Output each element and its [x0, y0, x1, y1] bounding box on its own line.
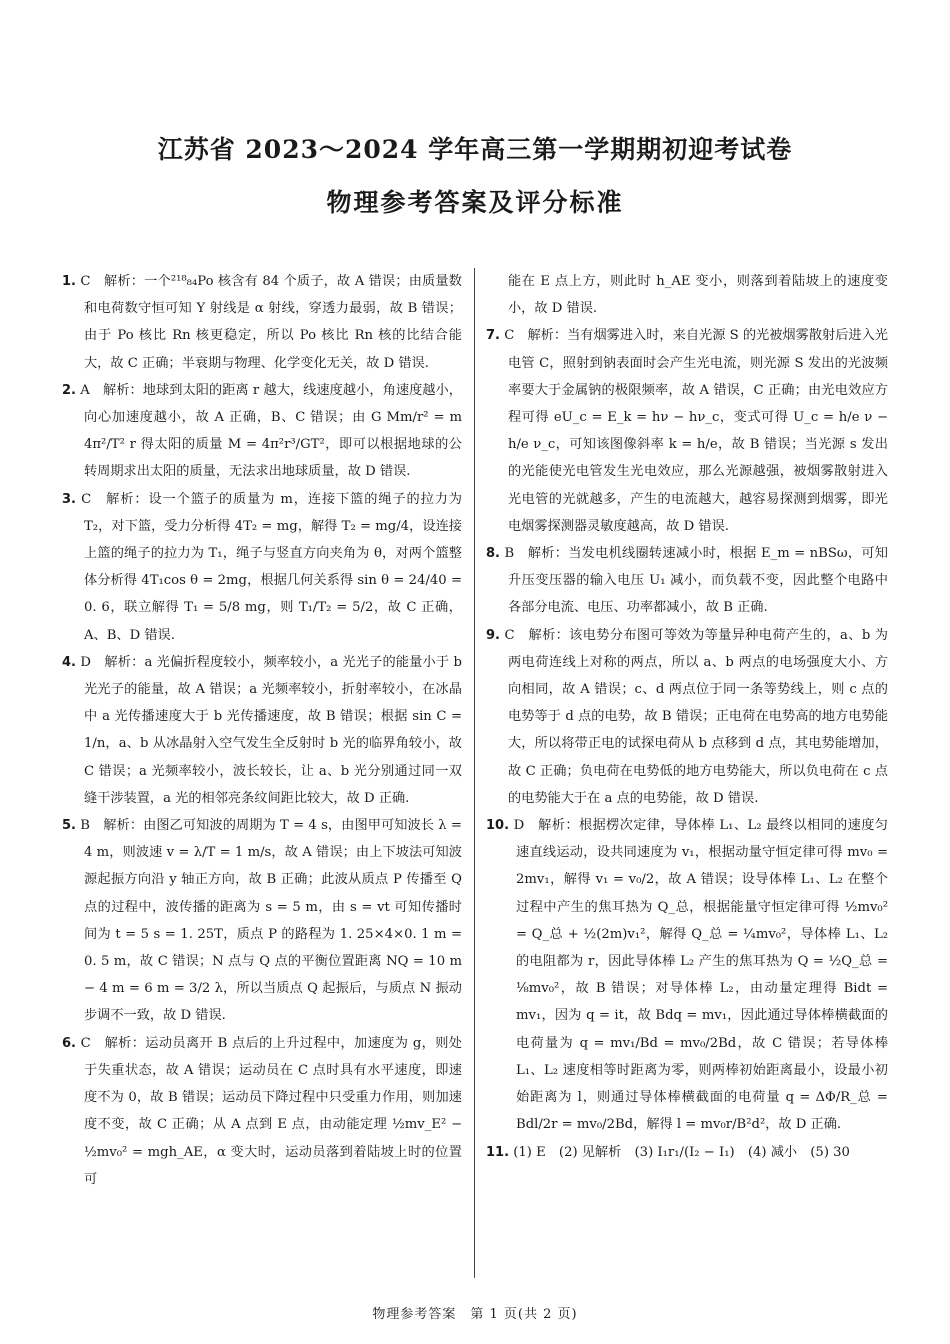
answer-number: 7.	[486, 328, 500, 344]
answer-text: C 解析：该电势分布图可等效为等量异种电荷产生的，a、b 为两电荷连线上对称的两点，所以 a、b 两点的电场强度大小、方向相同，故 A 错误；c、d 两点位于同一条等势线上，则 c 点的电势等于 d 点的电势，故 B 错误；正电荷在电势高的地方电势能大，所以将带正电的试探电荷从 b 点移到 d 点，其电势能增加，故 C 正确；负电荷在电势低的地方电势能大，所以负电荷在 c 点的电势能大于在 a 点的电势能，故 D 错误.	[504, 627, 888, 806]
answer-number: 5.	[62, 818, 76, 834]
answer-item	[62, 486, 462, 649]
answer-item	[486, 540, 888, 622]
answer-text: C 解析：一个²¹⁸₈₄Po 核含有 84 个质子，故 A 错误；由质量数和电荷数守恒可知 Y 射线是 α 射线，穿透力最弱，故 B 错误；由于 Po 核比 Rn 核更稳定，所以 Po 核比 Rn 核的比结合能大，故 C 正确；半衰期与物理、化学变化无关，故 D 错误.	[80, 274, 462, 371]
left-column	[62, 268, 462, 1193]
answer-item	[486, 322, 888, 540]
answer-text: C 解析：设一个篮子的质量为 m，连接下篮的绳子的拉力为 T₂，对下篮，受力分析得 4T₂ = mg，解得 T₂ = mg/4，设连接上篮的绳子的拉力为 T₁，绳子与竖直方向夹角为 θ，对两个篮整体分析得 4T₁cos θ = 2mg，根据几何关系得 sin θ = 24/40 = 0. 6，联立解得 T₁ = 5/8 mg，则 T₁/T₂ = 5/2，故 C 正确，A、B、D 错误.	[81, 491, 462, 643]
answer-text: (1) E (2) 见解析 (3) I₁r₁/(I₂ − I₁) (4) 减小 (5) 30	[513, 1144, 850, 1160]
page-title: 江苏省 2023～2024 学年高三第一学期期初迎考试卷	[157, 135, 793, 164]
answer-number: 10.	[486, 818, 510, 834]
answer-number: 9.	[486, 627, 500, 643]
answer-text: C 解析：运动员离开 B 点后的上升过程中，加速度为 g，则处于失重状态，故 A 错误；运动员在 C 点时具有水平速度，即速度不为 0，故 B 错误；运动员下降过程中只受重力作用，则加速度不变，故 C 正确；从 A 点到 E 点，由动能定理 ½mv_E² − ½mv₀² = mgh_AE，α 变大时，运动员落到着陆坡上时的位置可	[80, 1035, 462, 1187]
answer-item	[62, 268, 462, 377]
answer-number: 11.	[486, 1144, 510, 1160]
answer-number: 3.	[62, 491, 76, 507]
column-divider	[474, 268, 475, 1278]
answer-item	[486, 622, 888, 812]
answer-item	[486, 1139, 888, 1166]
answer-item	[62, 649, 462, 812]
answer-number: 4.	[62, 654, 76, 670]
page-footer: 物理参考答案 第 1 页(共 2 页)	[372, 1307, 578, 1322]
answer-text: B 解析：由图乙可知波的周期为 T = 4 s，由图甲可知波长 λ = 4 m，则波速 v = λ/T = 1 m/s，故 A 错误；由上下坡法可知波源起振方向沿 y 轴正方向，故 B 正确；此波从质点 P 传播至 Q 点的过程中，波传播的距离为 s = 5 m，由 s = vt 可知传播时间为 t = 5 s = 1. 25T，质点 P 的路程为 1. 25×4×0. 1 m = 0. 5 m，故 C 错误；N 点与 Q 点的平衡位置距离 NQ = 10 m − 4 m = 6 m = 3/2 λ，所以当质点 Q 起振后，与质点 N 振动步调不一致，故 D 错误.	[80, 818, 462, 1024]
answer-text: D 解析：根据楞次定律，导体棒 L₁、L₂ 最终以相同的速度匀速直线运动，设共同速度为 v₁，根据动量守恒定律可得 mv₀ = 2mv₁，解得 v₁ = v₀/2，故 A 错误；设导体棒 L₁、L₂ 在整个过程中产生的焦耳热为 Q_总，根据能量守恒定律可得 ½mv₀² = Q_总 + ½(2m)v₁²，解得 Q_总 = ¼mv₀²，导体棒 L₁、L₂ 的电阻都为 r，因此导体棒 L₂ 产生的焦耳热为 Q = ½Q_总 = ⅛mv₀²，故 B 错误；对导体棒 L₂，由动量定理得 Bidt = mv₁，因为 q = it，故 Bdq = mv₁，因此通过导体棒横截面的电荷量为 q = mv₁/Bd = mv₀/2Bd，故 C 错误；若导体棒 L₁、L₂ 速度相等时距离为零，则两棒初始距离最小，设最小初始距离为 l，则通过导体棒横截面的电荷量 q = ΔΦ/R_总 = Bdl/2r = mv₀/2Bd，解得 l = mv₀r/B²d²，故 D 正确.	[513, 818, 888, 1133]
answer-continuation: 能在 E 点上方，则此时 h_AE 变小，则落到着陆坡上的速度变小，故 D 错误.	[508, 274, 888, 317]
answer-number: 8.	[486, 546, 500, 562]
page-subtitle: 物理参考答案及评分标准	[326, 188, 624, 217]
answer-number: 1.	[62, 274, 76, 289]
answer-text: B 解析：当发电机线圈转速减小时，根据 E_m = nBSω，可知升压变压器的输入电压 U₁ 减小，而负载不变，因此整个电路中各部分电流、电压、功率都减小，故 B 正确.	[504, 546, 888, 616]
answer-number: 2.	[62, 382, 76, 398]
answer-text: D 解析：a 光偏折程度较小，频率较小，a 光光子的能量小于 b 光光子的能量，故 A 错误；a 光频率较小，折射率较小，在冰晶中 a 光传播速度大于 b 光传播速度，故 B 错误；根据 sin C = 1/n，a、b 从冰晶射入空气发生全反射时 b 光的临界角较小，故 C 错误；a 光频率较小，波长较长，让 a、b 光分别通过同一双缝干涉装置，a 光的相邻亮条纹间距比较大，故 D 正确.	[80, 654, 462, 806]
answer-item	[62, 812, 462, 1030]
answer-item	[62, 1030, 462, 1193]
answer-text: A 解析：地球到太阳的距离 r 越大，线速度越小，角速度越小，向心加速度越小，故 A 正确，B、C 错误；由 G Mm/r² = m 4π²/T² r 得太阳的质量 M = 4π²r³/GT²，即可以根据地球的公转周期求出太阳的质量，无法求出地球质量，故 D 错误.	[80, 382, 462, 480]
right-column	[486, 268, 888, 1166]
answer-item	[62, 377, 462, 486]
answer-number: 6.	[62, 1035, 76, 1051]
answer-text: C 解析：当有烟雾进入时，来自光源 S 的光被烟雾散射后进入光电管 C，照射到钠表面时会产生光电流，则光源 S 发出的光波频率要大于金属钠的极限频率，故 A 错误，C 正确；由光电效应方程可得 eU_c = E_k = hν − hν_c，变式可得 U_c = h/e ν − h/e ν_c，可知该图像斜率 k = h/e，故 B 错误；当光源 s 发出的光能使光电管发生光电效应，那么光源越强，被烟雾散射进入光电管的光就越多，产生的电流越大，越容易探测到烟雾，即光电烟雾探测器灵敏度越高，故 D 错误.	[504, 328, 888, 534]
answer-item	[486, 812, 888, 1138]
